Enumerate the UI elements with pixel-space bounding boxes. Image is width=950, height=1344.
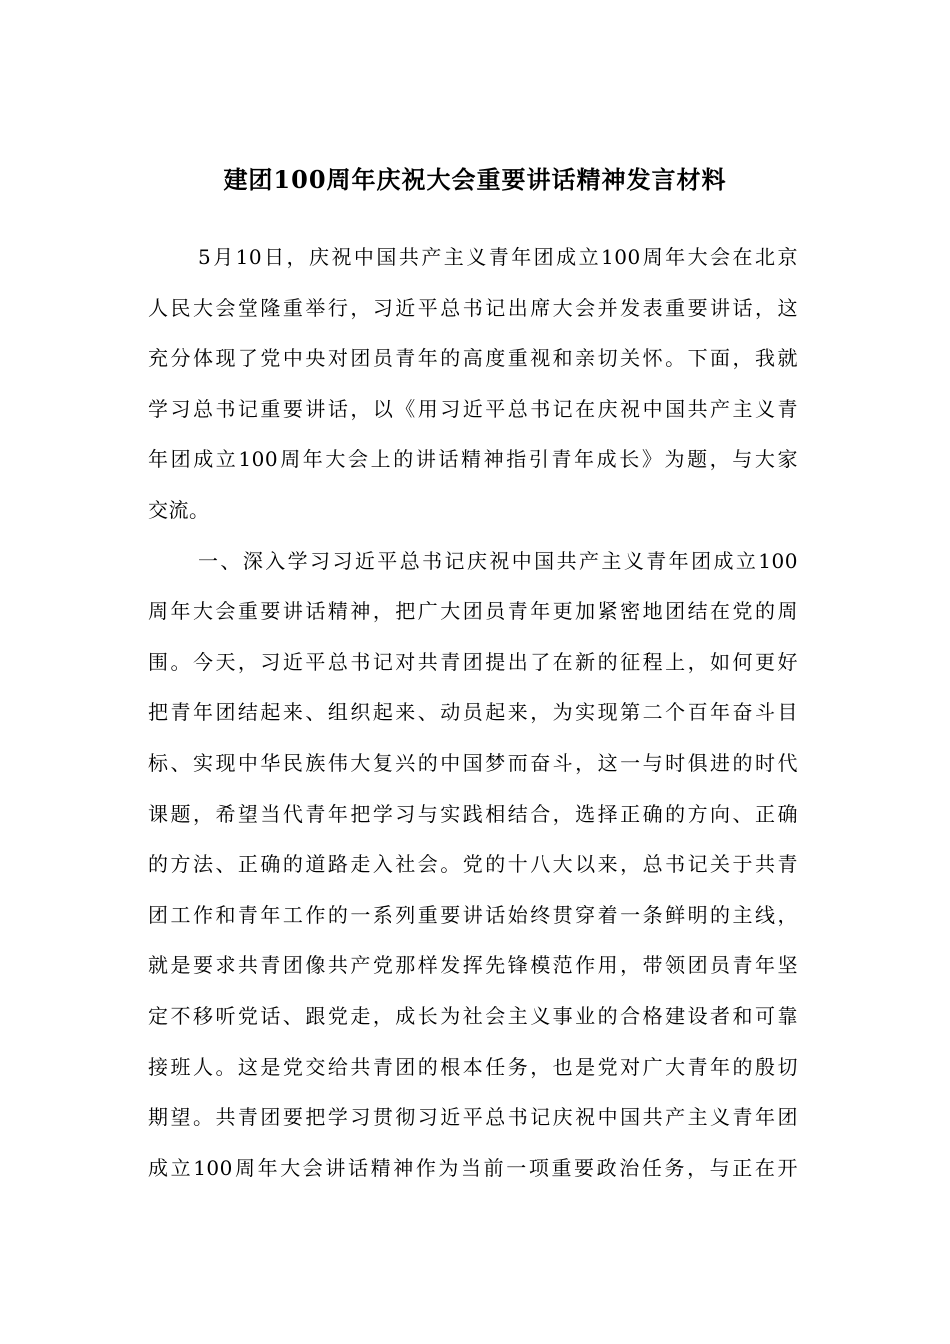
text-line: 年团成立100周年大会上的讲话精神指引青年成长》为题，与大家 [148, 447, 798, 472]
text-line: 交流。 [148, 497, 210, 522]
document-title: 建团100周年庆祝大会重要讲话精神发言材料 [223, 165, 727, 194]
paragraph-section-one [148, 536, 798, 1194]
text-line: 期望。共青团要把学习贯彻习近平总书记庆祝中国共产主义青年团 [148, 1105, 798, 1130]
text-line: 5月10日，庆祝中国共产主义青年团成立100周年大会在北京 [198, 245, 798, 269]
text-line: 定不移听党话、跟党走，成长为社会主义事业的合格建设者和可靠 [148, 1003, 798, 1028]
text-line: 学习总书记重要讲话，以《用习近平总书记在庆祝中国共产主义青 [148, 396, 798, 421]
text-line: 成立100周年大会讲话精神作为当前一项重要政治任务，与正在开 [148, 1155, 798, 1180]
paragraph-intro [148, 232, 798, 536]
text-line: 一、深入学习习近平总书记庆祝中国共产主义青年团成立100 [198, 548, 798, 573]
text-line: 团工作和青年工作的一系列重要讲话始终贯穿着一条鲜明的主线， [148, 902, 798, 927]
document-body [148, 232, 798, 1193]
text-line: 接班人。这是党交给共青团的根本任务，也是党对广大青年的殷切 [148, 1054, 798, 1079]
text-line: 充分体现了党中央对团员青年的高度重视和亲切关怀。下面，我就 [148, 346, 798, 371]
text-line: 周年大会重要讲话精神，把广大团员青年更加紧密地团结在党的周 [148, 599, 798, 624]
text-line: 就是要求共青团像共产党那样发挥先锋模范作用，带领团员青年坚 [148, 953, 798, 978]
text-line: 把青年团结起来、组织起来、动员起来，为实现第二个百年奋斗目 [148, 700, 798, 725]
text-line: 标、实现中华民族伟大复兴的中国梦而奋斗，这一与时俱进的时代 [148, 750, 798, 775]
text-line: 的方法、正确的道路走入社会。党的十八大以来，总书记关于共青 [148, 852, 798, 877]
text-line: 围。今天，习近平总书记对共青团提出了在新的征程上，如何更好 [148, 649, 798, 674]
text-line: 课题，希望当代青年把学习与实践相结合，选择正确的方向、正确 [148, 801, 798, 826]
text-line: 人民大会堂隆重举行，习近平总书记出席大会并发表重要讲话，这 [148, 295, 798, 320]
